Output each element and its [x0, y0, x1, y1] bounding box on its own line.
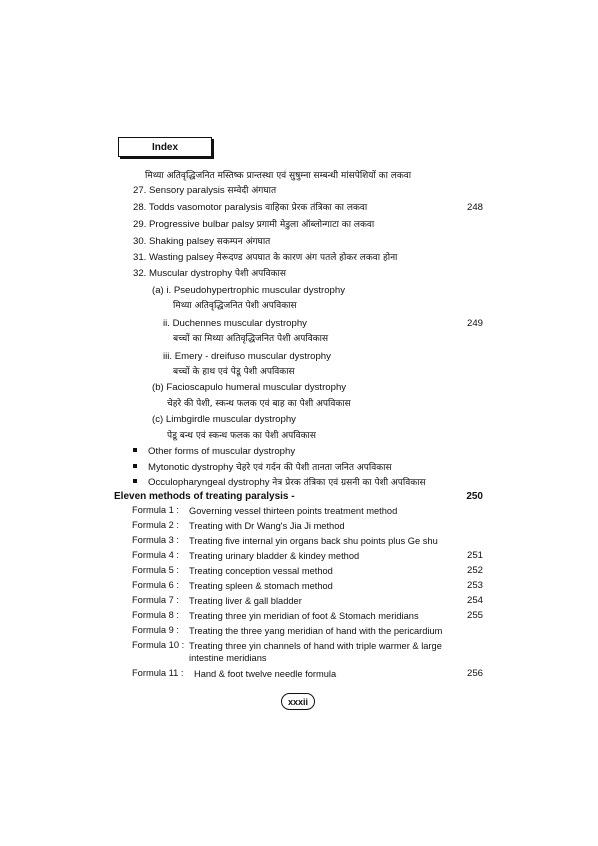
page-number: 254 — [466, 595, 483, 606]
bullet-icon — [133, 464, 137, 468]
section-title: Eleven methods of treating paralysis - — [114, 491, 295, 502]
formula-text: Governing vessel thirteen points treatment method — [189, 506, 398, 516]
page-number: 249 — [466, 318, 483, 329]
section-page-number: 250 — [466, 491, 483, 502]
formula-text: Treating conception vessal method — [189, 566, 333, 576]
index-header-box — [118, 137, 212, 157]
index-entry: 28. Todds vasomotor paralysis वाहिका प्रेरक तंत्रिका का लकवा — [133, 202, 368, 213]
formula-text: Treating liver & gall bladder — [189, 596, 302, 606]
formula-text: Hand & foot twelve needle formula — [194, 669, 337, 679]
index-entry: 31. Wasting palsey मेरूदण्ड अपघात के कारण अंग पतले होकर लकवा होना — [133, 252, 398, 263]
index-entry: ii. Duchennes muscular dystrophy — [163, 318, 307, 329]
bullet-entry: Mytonotic dystrophy चेहरे एवं गर्दन की पेशी तानता जनित अपविकास — [133, 462, 392, 474]
bullet-icon — [133, 448, 137, 452]
index-entry: iii. Emery - dreifuso muscular dystrophy — [163, 351, 331, 362]
page-number: 251 — [466, 550, 483, 561]
index-entry: 27. Sensory paralysis सम्वेदी अंगघात — [133, 185, 277, 196]
formula-label: Formula 11 : — [132, 668, 184, 678]
footer-page-number — [281, 693, 315, 710]
formula-label: Formula 2 : — [132, 520, 180, 530]
formula-label: Formula 4 : — [132, 550, 180, 560]
page-number: 248 — [466, 202, 483, 213]
bullet-entry: Occulopharyngeal dystrophy नेत्र प्रेरक तंत्रिका एवं ग्रसनी का पेशी अपविकास — [133, 477, 426, 489]
index-entry: 30. Shaking palsey सकम्पन अंगघात — [133, 236, 271, 247]
index-title: Index — [151, 141, 179, 153]
index-entry: बच्चों के हाथ एवं पेडू पेशी अपविकास — [173, 367, 295, 377]
formula-label: Formula 1 : — [132, 505, 180, 515]
index-entry: चेहरे की पेशी, स्कन्ध फलक एवं बाह का पेशी अपविकास — [167, 399, 351, 409]
index-entry: पेडू बन्ध एवं स्कन्ध फलक का पेशी अपविकास — [167, 431, 316, 441]
formula-label: Formula 7 : — [132, 595, 180, 605]
formula-text: Treating three yin meridian of foot & Stomach meridians — [189, 611, 419, 621]
formula-text: Treating with Dr Wang's Jia Ji method — [189, 521, 345, 531]
formula-text: Treating five internal yin organs back shu points plus Ge shu — [189, 536, 438, 546]
page-number: 255 — [466, 610, 483, 621]
formula-text: Treating spleen & stomach method — [189, 581, 333, 591]
footer-page-label: xxxii — [287, 696, 309, 707]
formula-label: Formula 10 : — [132, 640, 185, 650]
index-entry: (a) i. Pseudohypertrophic muscular dystrophy — [152, 285, 346, 296]
bullet-entry: Other forms of muscular dystrophy — [133, 446, 295, 458]
bullet-icon — [133, 479, 137, 483]
page-number: 253 — [466, 580, 483, 591]
formula-text-continued: intestine meridians — [189, 653, 267, 663]
page-number: 256 — [466, 668, 483, 679]
index-entry: (b) Facioscapulo humeral muscular dystrophy — [152, 382, 347, 393]
index-entry: बच्चों का मिथ्या अतिवृद्धिजनित पेशी अपविकास — [173, 334, 329, 344]
index-entry: मिथ्या अतिवृद्धिजनित मस्तिष्क प्रान्तस्था एवं सुषुम्ना सम्बन्धी मांसपेशियों का लकवा — [145, 171, 412, 181]
index-entry: (c) Limbgirdle muscular dystrophy — [152, 414, 296, 425]
index-entry: मिथ्या अतिवृद्धिजनित पेशी अपविकास — [173, 301, 297, 311]
formula-label: Formula 8 : — [132, 610, 180, 620]
formula-label: Formula 6 : — [132, 580, 180, 590]
index-entry: 29. Progressive bulbar palsy प्रगामी मेडुला ऑब्लोन्गाटा का लकवा — [133, 219, 375, 230]
page-number: 252 — [466, 565, 483, 576]
formula-text: Treating urinary bladder & kindey method — [189, 551, 360, 561]
index-entry: 32. Muscular dystrophy पेशी अपविकास — [133, 268, 286, 279]
formula-label: Formula 9 : — [132, 625, 180, 635]
formula-text: Treating the three yang meridian of hand with the pericardium — [189, 626, 443, 636]
formula-label: Formula 5 : — [132, 565, 180, 575]
formula-label: Formula 3 : — [132, 535, 180, 545]
formula-text: Treating three yin channels of hand with triple warmer & large — [189, 641, 442, 651]
